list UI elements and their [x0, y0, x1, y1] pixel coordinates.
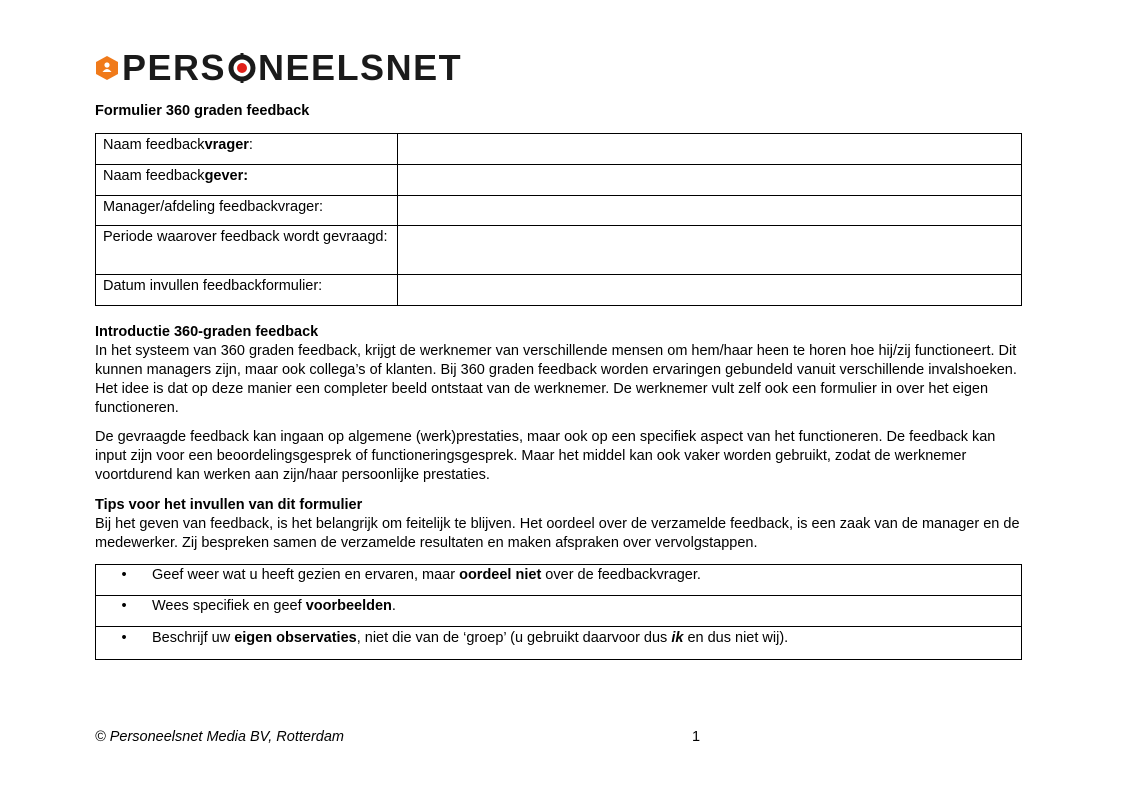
logo-text-start: PERS	[122, 47, 227, 88]
form-value-field[interactable]	[398, 165, 1022, 196]
page-number: 1	[692, 729, 701, 745]
form-label: Datum invullen feedbackformulier:	[96, 275, 398, 306]
bullet-icon: •	[121, 598, 127, 614]
form-value-field[interactable]	[398, 226, 1022, 275]
hexagon-logo-icon	[95, 55, 119, 81]
intro-heading: Introductie 360-graden feedback	[95, 324, 319, 340]
tips-paragraph: Bij het geven van feedback, is het belangrijk om feitelijk te blijven. Het oordeel over de verzamelde feedback, is een zaak van de manager en de medewerker. Zij bespreken samen de verzamelde resultaten en maken afspraken over vervolgstappen.	[95, 516, 1020, 551]
form-label: Periode waarover feedback wordt gevraagd:	[96, 226, 398, 275]
form-value-field[interactable]	[398, 196, 1022, 226]
form-label: Manager/afdeling feedbackvrager:	[96, 196, 398, 226]
form-row	[96, 165, 1022, 196]
intro-section	[95, 323, 1030, 485]
tip-row	[96, 596, 1022, 627]
tips-section	[95, 496, 1030, 553]
logo-text-end: NEELSNET	[258, 47, 463, 88]
personeelsnet-logo	[95, 47, 463, 88]
intro-paragraph-1: In het systeem van 360 graden feedback, krijgt de werknemer van verschillende mensen om hem/haar heen te horen hoe hij/zij functioneert. Dit kunnen managers zijn, maar ook collega’s of klanten. Bij 360 graden feedback worden ervaringen gebundeld vanuit verschillende invalshoeken. Het idee is dat op deze manier een completer beeld ontstaat van de werknemer. De werknemer vult zelf ook een formulier in over het eigen functioneren.	[95, 343, 1017, 416]
form-row	[96, 196, 1022, 226]
target-o-icon	[227, 53, 257, 83]
form-row	[96, 275, 1022, 306]
form-value-field[interactable]	[398, 134, 1022, 165]
tip-text: Beschrijf uw eigen observaties, niet die van de ‘groep’ (u gebruikt daarvoor dus ik en dus niet wij).	[152, 630, 789, 646]
form-row	[96, 226, 1022, 275]
form-value-field[interactable]	[398, 275, 1022, 306]
form-label: Naam feedbackgever:	[96, 165, 398, 196]
tip-row	[96, 627, 1022, 660]
bullet-icon: •	[121, 630, 127, 646]
form-label: Naam feedbackvrager:	[96, 134, 398, 165]
form-row	[96, 134, 1022, 165]
intro-paragraph-2: De gevraagde feedback kan ingaan op algemene (werk)prestaties, maar ook op een specifiek aspect van het functioneren. De feedback kan input zijn voor een beoordelingsgesprek of functioneringsgesprek. Maar het middel kan ook vaker worden gebruikt, zodat de werknemer voortdurend kan werken aan zijn/haar persoonlijke prestaties.	[95, 429, 996, 483]
tip-text: Wees specifiek en geef voorbeelden.	[152, 598, 396, 614]
footer-copyright: © Personeelsnet Media BV, Rotterdam	[95, 729, 344, 745]
tip-row	[96, 565, 1022, 596]
tips-heading: Tips voor het invullen van dit formulier	[95, 497, 363, 513]
bullet-icon: •	[121, 567, 127, 583]
feedback-form-table	[95, 133, 1022, 306]
form-title: Formulier 360 graden feedback	[95, 103, 310, 119]
tip-text: Geef weer wat u heeft gezien en ervaren, maar oordeel niet over de feedbackvrager.	[152, 567, 701, 583]
tips-table	[95, 564, 1022, 660]
